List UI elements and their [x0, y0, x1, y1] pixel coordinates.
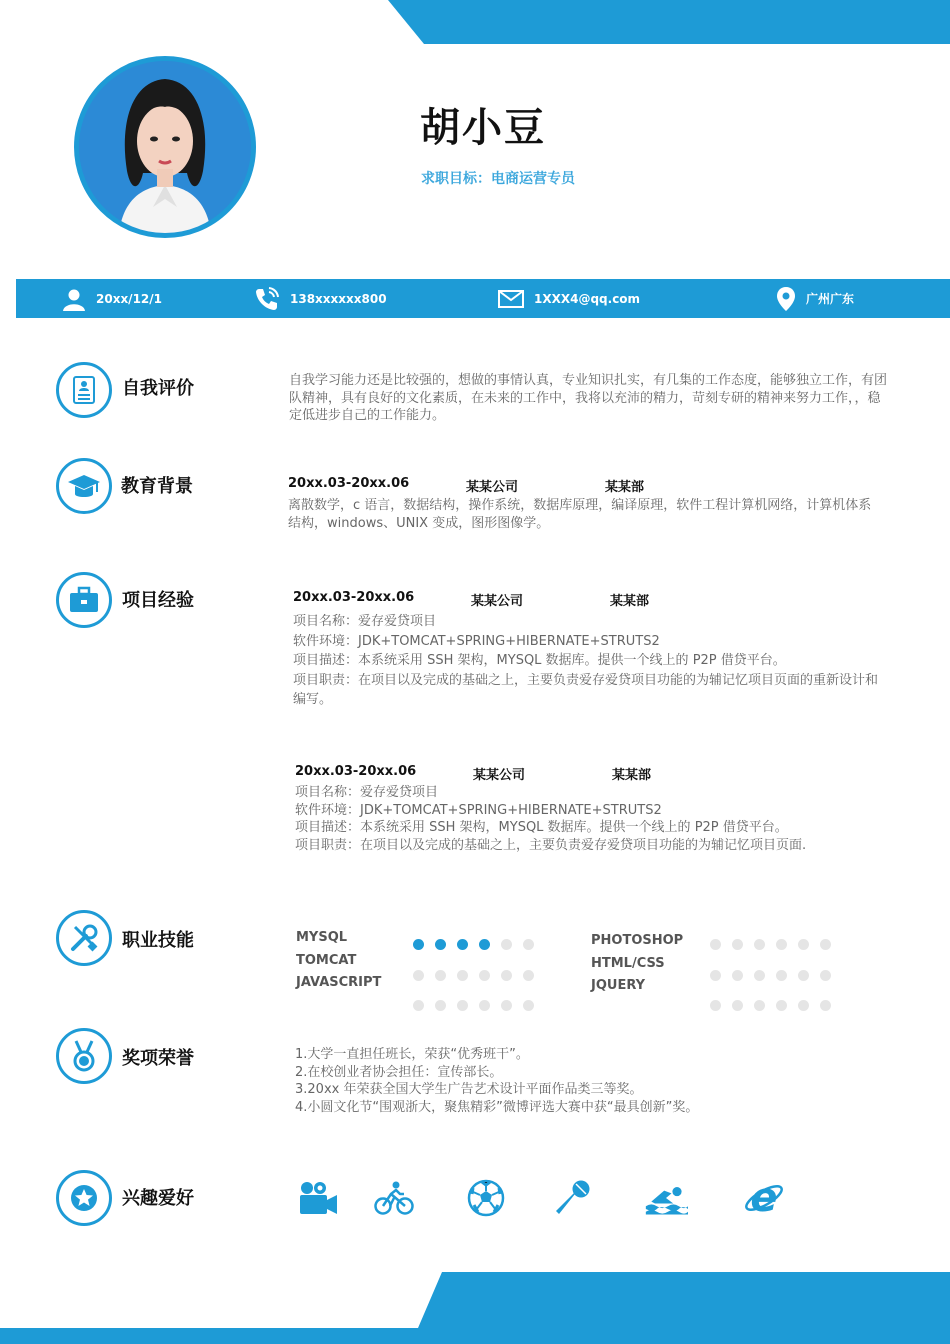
skill-name: HTML/CSS [591, 955, 665, 971]
rating-dot [457, 970, 468, 981]
skill-name: MYSQL [296, 930, 348, 945]
rating-dot [523, 1000, 534, 1011]
rating-dot [820, 1000, 831, 1011]
resume-document-icon [56, 362, 112, 418]
location-pin-icon [776, 286, 796, 312]
project-entry [293, 590, 893, 710]
skill-name: JQUERY [591, 978, 646, 993]
project-dept: 某某部 [610, 594, 650, 609]
award-item: 2.在校创业者协会担任：宣传部长。 [295, 1064, 503, 1080]
contact-bar [16, 279, 950, 318]
project-period: 20xx.03-20xx.06 [293, 590, 415, 605]
rating-dot [435, 970, 446, 981]
rating-dot [754, 1000, 765, 1011]
rating-dot [523, 939, 534, 950]
medal-icon [56, 1028, 112, 1084]
skill-rating [413, 970, 534, 981]
rating-dot [710, 939, 721, 950]
project-dept: 某某部 [612, 768, 652, 783]
rating-dot [501, 970, 512, 981]
rating-dot [501, 939, 512, 950]
top-corner-decoration [388, 0, 950, 44]
education-org: 某某公司 [466, 480, 519, 495]
award-item: 1.大学一直担任班长，荣获“优秀班干”。 [295, 1047, 529, 1062]
rating-dot [776, 939, 787, 950]
rating-dot [820, 970, 831, 981]
section-title-self-eval: 自我评价 [122, 378, 194, 399]
project-line: 项目职责：在项目以及完成的基础之上，主要负责爱存爱贷项目功能的为辅记忆项目页面的重新设计和编写。 [293, 672, 879, 707]
rating-dot [820, 939, 831, 950]
rating-dot [501, 1000, 512, 1011]
tools-icon [56, 910, 112, 966]
star-icon [56, 1170, 112, 1226]
self-eval-text: 自我学习能力还是比较强的，想做的事情认真，专业知识扎实，有几集的工作态度，能够独立工作，有团队精神，具有良好的文化素质，在未来的工作中，我将以充沛的精力，苛刻专研的精神来努力工作，，稳定低进步自己的工作能力。 [289, 373, 888, 423]
rating-dot [479, 939, 490, 950]
section-title-hobbies: 兴趣爱好 [122, 1188, 194, 1209]
job-objective: 求职目标：电商运营专员 [421, 171, 575, 187]
rating-dot [776, 970, 787, 981]
swimming-icon [644, 1176, 688, 1220]
rating-dot [754, 939, 765, 950]
section-title-education: 教育背景 [121, 476, 193, 497]
award-item: 3.20xx 年荣获全国大学生广告艺术设计平面作品类三等奖。 [295, 1082, 643, 1097]
rating-dot [776, 1000, 787, 1011]
skill-rating [413, 1000, 534, 1011]
cycling-icon [372, 1176, 416, 1220]
contact-email: 1XXX4@qq.com [498, 279, 640, 318]
bottom-corner-decoration [0, 1272, 950, 1344]
project-entry [295, 764, 895, 854]
section-title-awards: 奖项荣誉 [122, 1048, 194, 1069]
rating-dot [732, 1000, 743, 1011]
education-courses: 离散数学，c 语言，数据结构，操作系统，数据库原理，编译原理，软件工程计算机网络，计算机体系结构，windows、UNIX 变成，图形图像学。 [288, 498, 872, 531]
candidate-name: 胡小豆 [420, 105, 546, 151]
person-icon [62, 287, 86, 311]
microphone-icon [550, 1176, 594, 1220]
skills-left-labels [296, 927, 381, 995]
envelope-icon [498, 290, 524, 308]
rating-dot [479, 970, 490, 981]
skill-rating [710, 939, 831, 950]
svg-text:e: e [750, 1178, 778, 1218]
project-period: 20xx.03-20xx.06 [295, 764, 417, 779]
project-line: 项目名称：爱存爱贷项目 [295, 785, 439, 800]
rating-dot [710, 1000, 721, 1011]
skill-rating [710, 1000, 831, 1011]
phone-icon [254, 286, 280, 312]
rating-dot [798, 1000, 809, 1011]
rating-dot [798, 970, 809, 981]
project-line: 项目描述：本系统采用 SSH 架构，MYSQL 数据库。提供一个线上的 P2P 借贷平台。 [295, 820, 788, 835]
rating-dot [413, 970, 424, 981]
rating-dot [435, 1000, 446, 1011]
project-org: 某某公司 [473, 768, 526, 783]
education-period: 20xx.03-20xx.06 [288, 476, 410, 491]
project-line: 项目描述：本系统采用 SSH 架构，MYSQL 数据库。提供一个线上的 P2P 借贷平台。 [293, 653, 786, 668]
contact-location: 广州广东 [776, 279, 854, 318]
rating-dot [732, 939, 743, 950]
project-line: 软件环境：JDK+TOMCAT+SPRING+HIBERNATE+STRUTS2 [295, 802, 662, 818]
skills-right-ratings [710, 939, 831, 1011]
rating-dot [413, 1000, 424, 1011]
section-title-skills: 职业技能 [122, 930, 194, 951]
rating-dot [457, 939, 468, 950]
rating-dot [457, 1000, 468, 1011]
project-line: 软件环境：JDK+TOMCAT+SPRING+HIBERNATE+STRUTS2 [293, 633, 660, 649]
internet-explorer-icon [742, 1176, 786, 1220]
rating-dot [435, 939, 446, 950]
skill-name: TOMCAT [296, 952, 357, 968]
project-line: 项目名称：爱存爱贷项目 [293, 614, 437, 629]
rating-dot [413, 939, 424, 950]
skill-rating [710, 970, 831, 981]
rating-dot [754, 970, 765, 981]
rating-dot [523, 970, 534, 981]
awards-list [295, 1046, 698, 1116]
rating-dot [732, 970, 743, 981]
rating-dot [710, 970, 721, 981]
contact-birthday: 20xx/12/1 [62, 279, 162, 318]
rating-dot [798, 939, 809, 950]
skill-rating [413, 939, 534, 950]
graduation-cap-icon [56, 458, 112, 514]
education-dept: 某某部 [605, 480, 645, 495]
project-line: 项目职责：在项目以及完成的基础之上，主要负责爱存爱贷项目功能的为辅记忆项目页面. [295, 837, 807, 853]
contact-phone: 138xxxxxx800 [254, 279, 387, 318]
skills-right-labels [591, 930, 683, 998]
skills-left-ratings [413, 939, 534, 1011]
rating-dot [479, 1000, 490, 1011]
project-org: 某某公司 [471, 594, 524, 609]
skill-name: JAVASCRIPT [296, 975, 382, 990]
video-camera-icon [296, 1176, 340, 1220]
profile-photo [74, 56, 256, 238]
award-item: 4.小圆文化节“围观浙大，聚焦精彩”微博评选大赛中获“最具创新”奖。 [295, 1099, 699, 1115]
football-icon [464, 1176, 508, 1220]
section-title-projects: 项目经验 [122, 590, 194, 611]
skill-name: PHOTOSHOP [591, 933, 684, 948]
briefcase-icon [56, 572, 112, 628]
